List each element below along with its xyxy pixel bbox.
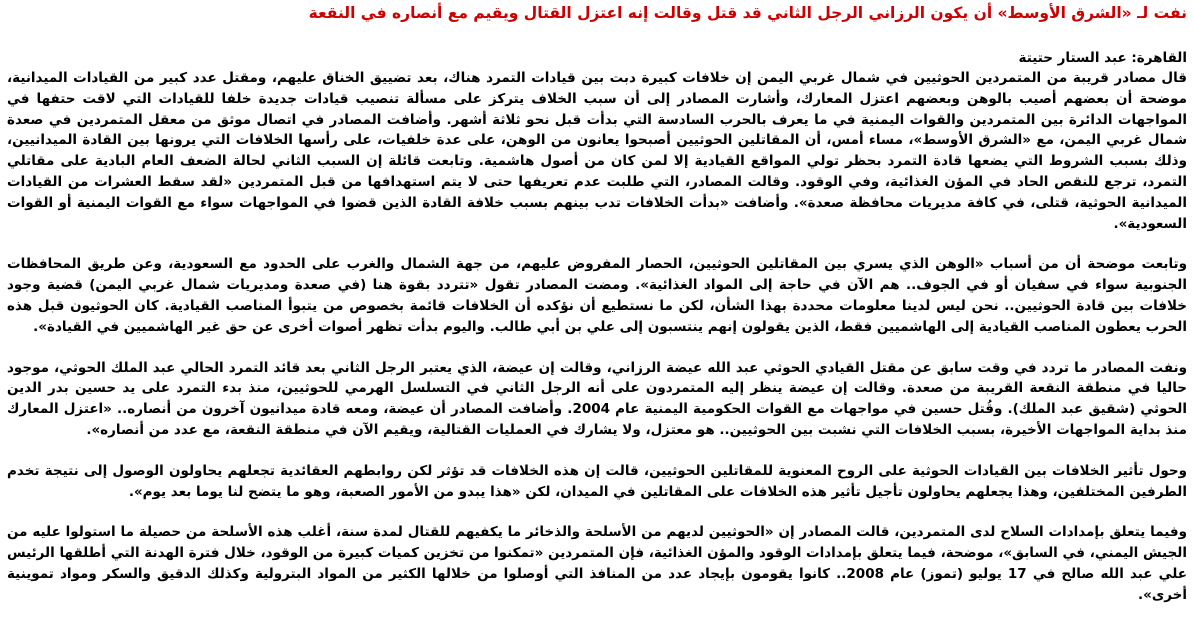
article-headline: نفت لـ «الشرق الأوسط» أن يكون الرزاني الرجل الثاني قد قتل وقالت إنه اعتزل القتال ويقيم مع أنصاره في النقعة: [308, 4, 1187, 22]
article-page: [7, 0, 1187, 626]
article-paragraph-4: وحول تأثير الخلافات بين القيادات الحوثية على الروح المعنوية للمقاتلين الحوثيين، قالت إن هذه الخلافات قد تؤثر لكن روابطهم العقائدية تجعلهم يحاولون الوصول إلى نتيجة تخدم الطرفين المختلفين، وهذا يجعلهم يحاولون تأجيل تأثير هذه الخلافات على المقاتلين في الميدان، لكن «هذا يبدو من الأمور الصعبة، وهو ما يتضح لنا يوما بعد يوم».: [7, 462, 1187, 500]
article-paragraph-2: وتابعت موضحة أن من أسباب «الوهن الذي يسري بين المقاتلين الحوثيين، الحصار المفروض عليهم، من جهة الشمال والغرب على الحدود مع السعودية، وعن طريق المحافظات الجنوبية سواء في سفيان أو في الجوف.. هم الآن في حاجة إلى المواد الغذائية». ومضت المصادر تقول «تتردد بقوة هنا (في صعدة ومديريات شمال غربي اليمن) قضية وجود خلافات بين قادة الحوثيين.. نحن ليس لدينا معلومات محددة بهذا الشأن، لكن ما نستطيع أن نؤكده أن الخلافات قائمة بخصوص من يتبوأ المناصب القيادية. كان الحوثيون قبل هذه الحرب يعطون المناصب القيادية إلى الهاشميين فقط، الذين يقولون إنهم ينتسبون إلى علي بن أبي طالب. واليوم بدأت تظهر أصوات أخرى عن حق غير الهاشميين في القيادة».: [7, 256, 1187, 335]
article-paragraph-3: ونفت المصادر ما تردد في وقت سابق عن مقتل القيادي الحوثي عبد الله عيضة الرزاني، وقالت إن عيضة، الذي يعتبر الرجل الثاني بعد قائد التمرد الحالي عبد الملك الحوثي، موجود حاليا في منطقة النقعة القريبة من صعدة. وقالت إن عيضة ينظر إليه المتمردون على أنه الرجل الثاني في التسلسل الهرمي للحوثيين، منذ بدء التمرد على يد حسين بدر الدين الحوثي (شقيق عبد الملك). وقُتل حسين في مواجهات مع القوات الحكومية اليمنية عام 2004. وأضافت المصادر أن عيضة، ومعه قادة ميدانيون آخرون من أنصاره.. «اعتزل المعارك منذ بداية المواجهات الأخيرة، بسبب الخلافات التي نشبت بين الحوثيين.. هو معتزل، ولا يشارك في العمليات القتالية، ويقيم الآن في منطقة النقعة، مع عدد من أنصاره».: [7, 359, 1187, 438]
article-byline: القاهرة: عبد الستار حتيتة: [1018, 50, 1187, 66]
article-paragraph-5: وفيما يتعلق بإمدادات السلاح لدى المتمردين، قالت المصادر إن «الحوثيين لديهم من الأسلحة والذخائر ما يكفيهم للقتال لمدة سنة، أغلب هذه الأسلحة من حصيلة ما استولوا عليه من الجيش اليمني، في السابق»، موضحة، فيما يتعلق بإمدادات الوقود والمؤن الغذائية، فإن المتمردين «تمكنوا من تخزين كميات كبيرة من الوقود، خلال فترة الهدنة التي أطلقها الرئيس علي عبد الله صالح في 17 يوليو (تموز) عام 2008.. كانوا يقومون بإيجاد عدد من المنافذ التي أوصلوا من خلالها الكثير من المواد البترولية وكذلك الدقيق والسكر ومواد تموينية أخرى».: [7, 524, 1187, 603]
article-paragraph-1: قال مصادر قريبة من المتمردين الحوثيين في شمال غربي اليمن إن خلافات كبيرة دبت بين قيادات التمرد هناك، بعد تضييق الخناق عليهم، ومقتل عدد كبير من القيادات الميدانية، موضحة أن بعضهم أصيب بالوهن وبعضهم اعتزل المعارك، وأشارت المصادر إلى أن سبب الخلاف يتركز على مسألة تنصيب قيادات جديدة خلفا للقيادات التي لاقت حتفها في المواجهات الدائرة بين المتمردين والقوات اليمنية في ما يعرف بالحرب السادسة التي بدأت قبل نحو ثلاثة أشهر. وأضافت المصادر في اتصال موثق من معقل المتمردين في صعدة شمال غربي اليمن، مع «الشرق الأوسط»، مساء أمس، أن المقاتلين الحوثيين أصبحوا يعانون من الوهن، على عدة خلفيات، على رأسها الخلافات التي يرونها بين القادة الميدانيين، وذلك بسبب الشروط التي يضعها قادة التمرد بحظر تولي المواقع القيادية إلا لمن كان من أصول هاشمية. وتابعت قائلة إن السبب الثاني لحالة الضعف العام البادية على مقاتلي التمرد، ترجع للنقص الحاد في المؤن الغذائية، وفي الوقود. وقالت المصادر، التي طلبت عدم تعريفها حتى لا يتم استهدافها من قبل المتمردين «لقد سقط العشرات من القيادات الميدانية الحوثية، قتلى، في كافة مديريات محافظة صعدة». وأضافت «بدأت الخلافات تدب بينهم بسبب خلافة القادة الذين قضوا في المواجهات سواء مع القوات اليمنية أو القوات السعودية».: [7, 70, 1187, 232]
headline-spacer: [7, 24, 1187, 48]
